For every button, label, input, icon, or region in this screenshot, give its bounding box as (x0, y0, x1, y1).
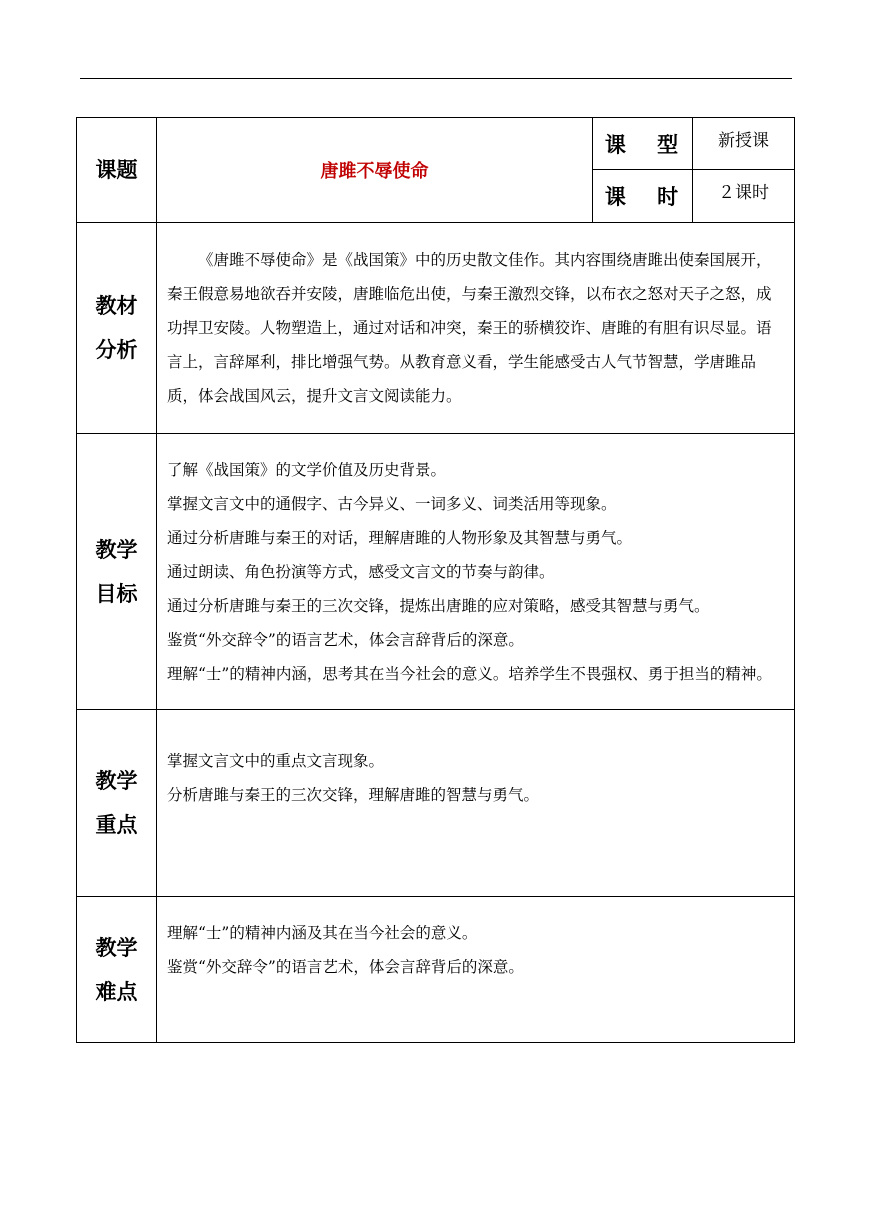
lesson-title: 唐雎不辱使命 (157, 118, 593, 223)
section-content (157, 710, 795, 897)
section-teaching-goals (77, 434, 795, 710)
list-item: 分析唐雎与秦王的三次交锋，理解唐雎的智慧与勇气。 (167, 786, 540, 804)
analysis-paragraph: 《唐雎不辱使命》是《战国策》中的历史散文佳作。其内容围绕唐雎出使秦国展开，秦王假意易地欲吞并安陵，唐雎临危出使，与秦王激烈交锋，以布衣之怒对天子之怒，成功捍卫安陵。人物塑造上，通过对话和冲突，秦王的骄横狡诈、唐雎的有胆有识尽显。语言上，言辞犀利，排比增强气势。从教育意义看，学生能感受古人气节智慧，学唐雎品质，体会战国风云，提升文言文阅读能力。 (167, 251, 772, 405)
list-item: 掌握文言文中的重点文言现象。 (167, 752, 385, 770)
section-key-points (77, 710, 795, 897)
list-item: 通过分析唐雎与秦王的三次交锋，提炼出唐雎的应对策略，感受其智慧与勇气。 (167, 596, 710, 615)
section-content (157, 434, 795, 710)
section-label: 教学 目标 (77, 434, 157, 710)
section-content (157, 223, 795, 434)
list-item: 了解《战国策》的文学价值及历史背景。 (167, 460, 447, 479)
lesson-type-value: 新授课 (693, 118, 795, 170)
class-period-value: ２课时 (693, 170, 795, 223)
header-rule (80, 78, 792, 79)
section-difficulties (77, 897, 795, 1043)
list-item: 掌握文言文中的通假字、古今异义、一词多义、词类活用等现象。 (167, 494, 617, 513)
section-material-analysis (77, 223, 795, 434)
list-item: 通过分析唐雎与秦王的对话，理解唐雎的人物形象及其智慧与勇气。 (167, 528, 633, 547)
section-content (157, 897, 795, 1043)
list-item: 通过朗读、角色扮演等方式，感受文言文的节奏与韵律。 (167, 562, 555, 581)
section-label: 教学 重点 (77, 710, 157, 897)
section-label: 教材 分析 (77, 223, 157, 434)
lesson-plan-table (76, 117, 795, 1043)
list-item: 鉴赏“外交辞令”的语言艺术，体会言辞背后的深意。 (167, 630, 524, 649)
list-item: 鉴赏“外交辞令”的语言艺术，体会言辞背后的深意。 (167, 957, 524, 976)
list-item: 理解“士”的精神内涵及其在当今社会的意义。 (167, 923, 478, 942)
class-period-label: 课 时 (593, 170, 693, 223)
lesson-type-label: 课 型 (593, 118, 693, 170)
list-item: 理解“士”的精神内涵，思考其在当今社会的意义。培养学生不畏强权、勇于担当的精神。 (167, 664, 772, 683)
topic-label: 课题 (77, 118, 157, 223)
section-label: 教学 难点 (77, 897, 157, 1043)
